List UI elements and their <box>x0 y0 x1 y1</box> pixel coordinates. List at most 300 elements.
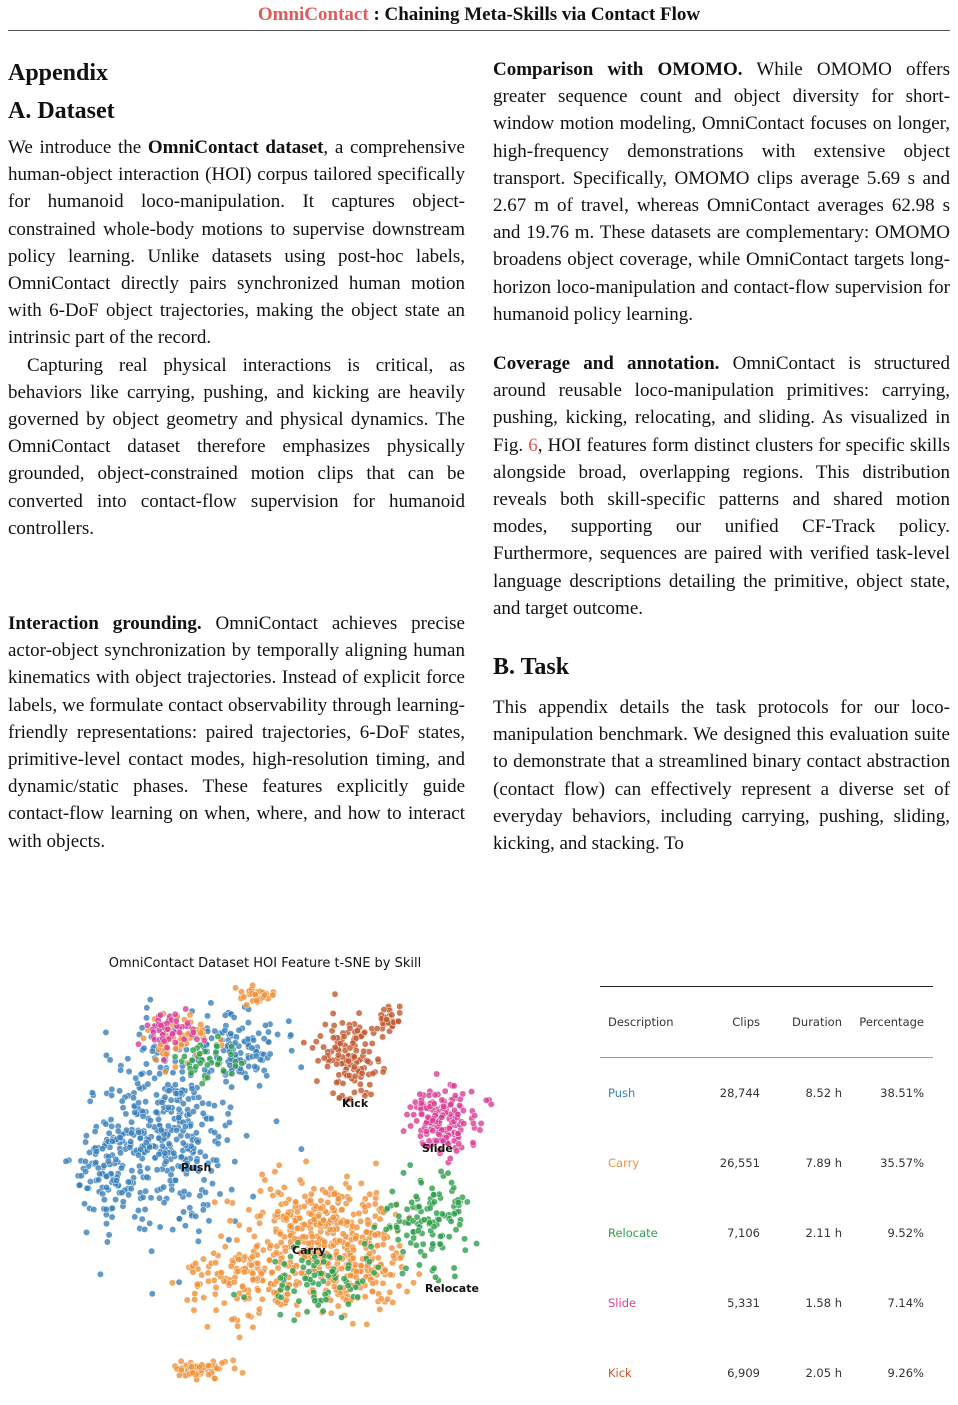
scatter-point-carry <box>277 1231 283 1237</box>
scatter-point-carry <box>377 1216 383 1222</box>
scatter-point-push <box>135 1100 141 1106</box>
scatter-point-push <box>132 1109 138 1115</box>
scatter-point-slide <box>447 1155 453 1161</box>
scatter-point-push <box>81 1201 87 1207</box>
scatter-point-push <box>256 1030 262 1036</box>
scatter-point-relocate <box>232 1063 238 1069</box>
scatter-point-push <box>159 1143 165 1149</box>
scatter-point-push <box>82 1158 88 1164</box>
scatter-point-relocate <box>429 1185 435 1191</box>
scatter-point-carry <box>266 1286 272 1292</box>
scatter-point-relocate <box>228 1051 234 1057</box>
scatter-point-push <box>169 1187 175 1193</box>
scatter-point-push <box>156 1071 162 1077</box>
figure-ref-link[interactable]: 6 <box>528 434 538 456</box>
scatter-point-carry <box>201 1294 207 1300</box>
scatter-point-carry <box>222 1244 228 1250</box>
scatter-point-push <box>264 1073 270 1079</box>
scatter-point-carry <box>270 992 276 998</box>
scatter-point-slide <box>190 1029 196 1035</box>
scatter-point-push <box>103 1121 109 1127</box>
scatter-point-push <box>208 1116 214 1122</box>
scatter-point-slide <box>436 1131 442 1137</box>
scatter-point-kick <box>359 1070 365 1076</box>
scatter-point-push <box>108 1116 114 1122</box>
scatter-point-relocate <box>400 1249 406 1255</box>
scatter-point-slide <box>158 1022 164 1028</box>
scatter-point-push <box>199 1100 205 1106</box>
scatter-point-carry <box>350 1255 356 1261</box>
scatter-point-relocate <box>355 1294 361 1300</box>
scatter-point-push <box>142 1226 148 1232</box>
scatter-point-push <box>189 1086 195 1092</box>
scatter-point-push <box>113 1156 119 1162</box>
scatter-point-relocate <box>431 1224 437 1230</box>
scatter-point-push <box>144 1005 150 1011</box>
scatter-point-push <box>118 1165 124 1171</box>
scatter-point-carry <box>246 1227 252 1233</box>
scatter-point-carry <box>365 1221 371 1227</box>
scatter-point-push <box>168 1097 174 1103</box>
scatter-point-slide <box>430 1128 436 1134</box>
scatter-point-push <box>149 1291 155 1297</box>
cluster-label: Carry <box>292 1244 326 1257</box>
scatter-point-carry <box>275 1189 281 1195</box>
scatter-point-relocate <box>320 1308 326 1314</box>
scatter-point-carry <box>373 1190 379 1196</box>
dataset-stats-table <box>600 986 933 1405</box>
dataset-paragraph-1 <box>8 134 465 352</box>
scatter-point-slide <box>164 1020 170 1026</box>
scatter-point-push <box>108 1092 114 1098</box>
scatter-point-push <box>229 1186 235 1192</box>
scatter-point-push <box>140 1194 146 1200</box>
scatter-point-carry <box>190 1269 196 1275</box>
scatter-point-kick <box>354 1027 360 1033</box>
scatter-point-carry <box>364 1321 370 1327</box>
scatter-point-carry <box>354 1224 360 1230</box>
scatter-point-kick <box>368 1091 374 1097</box>
scatter-point-push <box>156 1135 162 1141</box>
scatter-point-push <box>179 1069 185 1075</box>
scatter-point-relocate <box>272 1259 278 1265</box>
scatter-point-slide <box>161 1057 167 1063</box>
scatter-point-push <box>149 1048 155 1054</box>
scatter-point-relocate <box>228 1043 234 1049</box>
section-b-heading: B. Task <box>493 654 570 681</box>
scatter-point-push <box>137 1146 143 1152</box>
scatter-point-slide <box>441 1103 447 1109</box>
scatter-point-slide <box>426 1092 432 1098</box>
scatter-point-carry <box>213 1307 219 1313</box>
scatter-point-carry <box>300 1234 306 1240</box>
scatter-point-push <box>208 1000 214 1006</box>
scatter-point-push <box>193 1213 199 1219</box>
scatter-point-relocate <box>281 1261 287 1267</box>
scatter-point-carry <box>327 1226 333 1232</box>
scatter-point-carry <box>301 1203 307 1209</box>
cluster-label: Relocate <box>425 1282 479 1295</box>
interaction-grounding-paragraph <box>8 610 465 855</box>
scatter-point-push <box>155 1116 161 1122</box>
cell-percentage: 35.57% <box>880 1156 924 1170</box>
scatter-point-push <box>120 1105 126 1111</box>
scatter-point-relocate <box>284 1285 290 1291</box>
scatter-point-push <box>173 1127 179 1133</box>
scatter-point-kick <box>334 1061 340 1067</box>
scatter-point-push <box>197 1193 203 1199</box>
scatter-point-carry <box>293 1199 299 1205</box>
scatter-point-relocate <box>415 1228 421 1234</box>
scatter-point-push <box>83 1133 89 1139</box>
scatter-point-kick <box>383 1016 389 1022</box>
scatter-point-relocate <box>394 1224 400 1230</box>
scatter-point-push <box>200 1207 206 1213</box>
p1-pre: We introduce the <box>8 137 148 158</box>
scatter-point-kick <box>361 1048 367 1054</box>
scatter-point-push <box>106 1232 112 1238</box>
scatter-point-carry <box>248 1262 254 1268</box>
scatter-point-kick <box>317 1033 323 1039</box>
scatter-point-carry <box>269 1269 275 1275</box>
scatter-point-push <box>222 1027 228 1033</box>
scatter-point-carry <box>255 1287 261 1293</box>
scatter-point-slide <box>176 1029 182 1035</box>
scatter-point-kick <box>395 1018 401 1024</box>
col-header-percentage: Percentage <box>859 1015 924 1029</box>
scatter-point-carry <box>251 1233 257 1239</box>
scatter-point-slide <box>442 1088 448 1094</box>
scatter-point-push <box>87 1098 93 1104</box>
scatter-point-push <box>128 1119 134 1125</box>
scatter-point-push <box>104 1239 110 1245</box>
scatter-point-carry <box>311 1186 317 1192</box>
header-rule <box>8 30 950 31</box>
scatter-point-push <box>138 1071 144 1077</box>
scatter-point-push <box>146 1070 152 1076</box>
scatter-point-push <box>109 1214 115 1220</box>
scatter-point-carry <box>196 1364 202 1370</box>
scatter-point-relocate <box>410 1235 416 1241</box>
scatter-point-push <box>137 1168 143 1174</box>
scatter-point-relocate <box>190 1047 196 1053</box>
scatter-point-push <box>202 1153 208 1159</box>
scatter-point-relocate <box>215 1033 221 1039</box>
scatter-point-carry <box>372 1201 378 1207</box>
scatter-point-slide <box>432 1092 438 1098</box>
scatter-point-relocate <box>239 1060 245 1066</box>
scatter-point-kick <box>365 1058 371 1064</box>
scatter-point-push <box>202 1189 208 1195</box>
scatter-point-relocate <box>326 1253 332 1259</box>
scatter-point-relocate <box>329 1268 335 1274</box>
scatter-point-push <box>95 1177 101 1183</box>
scatter-point-carry <box>335 1303 341 1309</box>
scatter-point-carry <box>347 1272 353 1278</box>
scatter-point-carry <box>377 1306 383 1312</box>
scatter-point-carry <box>335 1196 341 1202</box>
scatter-point-push <box>245 1019 251 1025</box>
scatter-point-relocate <box>452 1273 458 1279</box>
scatter-point-push <box>172 1177 178 1183</box>
dataset-paragraph-2: Capturing real physical interactions is critical, as behaviors like carrying, pushing, and kicking are heavily governed by object geometry and physical dynamics. The OmniContact dataset therefore emphasizes physically grounded, object-constrained motion clips that can be converted into contact-flow supervision for humanoid controllers. <box>8 354 465 539</box>
scatter-point-push <box>141 1045 147 1051</box>
scatter-point-carry <box>205 1270 211 1276</box>
scatter-point-push <box>165 1123 171 1129</box>
scatter-point-carry <box>363 1229 369 1235</box>
scatter-point-carry <box>396 1283 402 1289</box>
scatter-point-push <box>215 1140 221 1146</box>
scatter-point-push <box>109 1205 115 1211</box>
scatter-point-carry <box>232 985 238 991</box>
scatter-point-carry <box>249 982 255 988</box>
scatter-point-carry <box>211 1277 217 1283</box>
scatter-point-kick <box>356 1010 362 1016</box>
scatter-point-carry <box>301 1221 307 1227</box>
scatter-point-push <box>228 1030 234 1036</box>
scatter-point-carry <box>235 1268 241 1274</box>
scatter-point-carry <box>255 1260 261 1266</box>
scatter-point-slide <box>478 1120 484 1126</box>
scatter-point-push <box>289 1048 295 1054</box>
scatter-point-relocate <box>214 1043 220 1049</box>
scatter-point-push <box>231 1014 237 1020</box>
scatter-point-carry <box>267 1186 273 1192</box>
scatter-point-push <box>147 1117 153 1123</box>
scatter-point-kick <box>351 1064 357 1070</box>
scatter-point-push <box>103 1173 109 1179</box>
scatter-point-push <box>213 1157 219 1163</box>
scatter-point-push <box>148 1195 154 1201</box>
scatter-point-slide <box>169 1031 175 1037</box>
scatter-point-carry <box>213 1284 219 1290</box>
scatter-point-relocate <box>277 1275 283 1281</box>
scatter-point-kick <box>330 1035 336 1041</box>
scatter-point-push <box>93 1159 99 1165</box>
scatter-point-push <box>170 1226 176 1232</box>
scatter-point-push <box>209 1180 215 1186</box>
scatter-point-kick <box>357 1081 363 1087</box>
scatter-point-push <box>87 1178 93 1184</box>
scatter-point-push <box>117 1134 123 1140</box>
scatter-point-carry <box>295 1225 301 1231</box>
scatter-point-slide <box>165 1026 171 1032</box>
scatter-point-push <box>193 1130 199 1136</box>
scatter-point-relocate <box>215 1061 221 1067</box>
scatter-point-push <box>135 1207 141 1213</box>
scatter-point-carry <box>346 1196 352 1202</box>
scatter-point-kick <box>375 1056 381 1062</box>
scatter-point-carry <box>378 1296 384 1302</box>
scatter-point-push <box>188 1143 194 1149</box>
scatter-point-push <box>119 1098 125 1104</box>
scatter-point-push <box>100 1191 106 1197</box>
scatter-point-push <box>162 1150 168 1156</box>
scatter-point-carry <box>356 1210 362 1216</box>
scatter-point-carry <box>329 1205 335 1211</box>
scatter-point-push <box>201 1177 207 1183</box>
scatter-point-carry <box>260 1247 266 1253</box>
scatter-point-relocate <box>305 1260 311 1266</box>
scatter-point-slide <box>471 1112 477 1118</box>
scatter-point-slide <box>135 1041 141 1047</box>
scatter-point-relocate <box>420 1241 426 1247</box>
scatter-point-push <box>127 1144 133 1150</box>
scatter-point-push <box>160 1184 166 1190</box>
scatter-point-push <box>63 1158 69 1164</box>
scatter-point-push <box>143 1015 149 1021</box>
scatter-point-relocate <box>241 1294 247 1300</box>
scatter-point-carry <box>229 1316 235 1322</box>
scatter-point-carry <box>298 1270 304 1276</box>
scatter-point-push <box>253 1053 259 1059</box>
scatter-point-slide <box>414 1118 420 1124</box>
header-subtitle: : Chaining Meta-Skills via Contact Flow <box>368 4 701 25</box>
scatter-point-carry <box>357 1218 363 1224</box>
scatter-point-slide <box>455 1130 461 1136</box>
scatter-point-push <box>120 1199 126 1205</box>
scatter-point-slide <box>431 1101 437 1107</box>
cell-clips: 6,909 <box>727 1366 760 1380</box>
scatter-point-carry <box>234 1323 240 1329</box>
scatter-point-push <box>190 1108 196 1114</box>
scatter-point-carry <box>275 1265 281 1271</box>
scatter-point-carry <box>187 1012 193 1018</box>
scatter-point-relocate <box>337 1284 343 1290</box>
scatter-point-carry <box>336 1237 342 1243</box>
scatter-point-slide <box>470 1120 476 1126</box>
scatter-point-push <box>212 1129 218 1135</box>
scatter-point-relocate <box>421 1217 427 1223</box>
scatter-point-kick <box>315 1058 321 1064</box>
scatter-point-carry <box>338 1265 344 1271</box>
scatter-point-push <box>109 1138 115 1144</box>
scatter-point-carry <box>297 1215 303 1221</box>
scatter-point-kick <box>320 1044 326 1050</box>
scatter-point-carry <box>191 1307 197 1313</box>
scatter-point-push <box>119 1190 125 1196</box>
cell-percentage: 9.52% <box>887 1226 924 1240</box>
scatter-point-push <box>256 1083 262 1089</box>
scatter-point-relocate <box>323 1297 329 1303</box>
scatter-point-carry <box>231 1365 237 1371</box>
scatter-point-relocate <box>396 1213 402 1219</box>
scatter-point-relocate <box>413 1242 419 1248</box>
tsne-figure <box>30 950 500 1405</box>
scatter-point-relocate <box>389 1188 395 1194</box>
scatter-point-kick <box>347 1045 353 1051</box>
scatter-point-carry <box>256 1220 262 1226</box>
scatter-point-relocate <box>446 1234 452 1240</box>
scatter-point-carry <box>244 1002 250 1008</box>
scatter-point-push <box>91 1206 97 1212</box>
scatter-point-kick <box>389 1012 395 1018</box>
col-header-duration: Duration <box>792 1015 842 1029</box>
scatter-point-carry <box>211 1375 217 1381</box>
scatter-point-carry <box>172 1045 178 1051</box>
omomo-paragraph <box>493 56 950 328</box>
scatter-point-carry <box>362 1294 368 1300</box>
scatter-point-push <box>135 1129 141 1135</box>
scatter-point-push <box>206 1218 212 1224</box>
scatter-point-push <box>112 1196 118 1202</box>
p1-bold: OmniContact dataset <box>147 137 324 158</box>
scatter-point-push <box>147 1220 153 1226</box>
cluster-label: Kick <box>342 1097 369 1110</box>
scatter-point-carry <box>140 1035 146 1041</box>
scatter-point-push <box>125 1056 131 1062</box>
scatter-point-push <box>274 1031 280 1037</box>
cell-duration: 7.89 h <box>805 1156 842 1170</box>
scatter-point-relocate <box>359 1278 365 1284</box>
scatter-point-relocate <box>231 1291 237 1297</box>
scatter-point-carry <box>227 1218 233 1224</box>
scatter-point-carry <box>276 1162 282 1168</box>
scatter-point-carry <box>224 1198 230 1204</box>
scatter-point-push <box>249 1045 255 1051</box>
scatter-point-relocate <box>414 1214 420 1220</box>
scatter-point-slide <box>483 1097 489 1103</box>
scatter-point-carry <box>416 1271 422 1277</box>
scatter-point-kick <box>330 1090 336 1096</box>
scatter-point-relocate <box>400 1170 406 1176</box>
cell-description: Carry <box>608 1156 640 1170</box>
scatter-point-slide <box>439 1114 445 1120</box>
p1-post: , a comprehensive human-object interaction (HOI) corpus tailored specifically for humanoid loco-manipulation. It captures object-constrained whole-body motions to supervise downstream policy learning. Unlike datasets using post-hoc labels, OmniContact directly pairs synchronized human motion with 6-DoF object trajectories, making the object state an intrinsic part of the record. <box>8 137 465 349</box>
scatter-point-relocate <box>418 1180 424 1186</box>
scatter-point-relocate <box>172 1054 178 1060</box>
scatter-point-relocate <box>404 1206 410 1212</box>
scatter-point-slide <box>164 1044 170 1050</box>
scatter-point-push <box>125 1179 131 1185</box>
scatter-point-kick <box>333 1079 339 1085</box>
task-paragraph: This appendix details the task protocols for our loco-manipulation benchmark. We designed this evaluation suite to demonstrate that a streamlined binary contact abstraction (contact flow) can effectively represent a diverse set of everyday behaviors, including carrying, pushing, sliding, kicking, and stacking. To <box>493 697 950 855</box>
scatter-point-relocate <box>393 1202 399 1208</box>
scatter-point-kick <box>358 1087 364 1093</box>
scatter-point-kick <box>374 1025 380 1031</box>
scatter-point-carry <box>198 1021 204 1027</box>
scatter-point-carry <box>259 1171 265 1177</box>
scatter-point-carry <box>369 1288 375 1294</box>
table-row <box>600 1338 933 1405</box>
scatter-point-relocate <box>430 1241 436 1247</box>
scatter-point-carry <box>172 1064 178 1070</box>
scatter-point-push <box>116 1088 122 1094</box>
scatter-point-slide <box>461 1120 467 1126</box>
scatter-point-kick <box>335 1052 341 1058</box>
scatter-point-relocate <box>384 1205 390 1211</box>
scatter-point-relocate <box>361 1241 367 1247</box>
scatter-point-carry <box>205 1362 211 1368</box>
scatter-point-relocate <box>448 1179 454 1185</box>
scatter-point-push <box>115 1128 121 1134</box>
scatter-point-carry <box>287 1223 293 1229</box>
scatter-point-kick <box>362 1029 368 1035</box>
scatter-point-push <box>128 1186 134 1192</box>
scatter-point-push <box>246 1063 252 1069</box>
cell-percentage: 38.51% <box>880 1086 924 1100</box>
scatter-point-carry <box>374 1243 380 1249</box>
scatter-point-carry <box>350 1321 356 1327</box>
scatter-point-slide <box>446 1125 452 1131</box>
scatter-point-push <box>265 1029 271 1035</box>
scatter-point-relocate <box>345 1301 351 1307</box>
omomo-text: While OMOMO offers greater sequence count and object diversity for short-window motion modeling, OmniContact focuses on longer, high-frequency demonstrations with extensive object transport. Specifically, OMOMO clips average 5.69 s and 2.67 m of travel, whereas OmniContact averages 62.98 s and 19.76 m. These datasets are complementary: OMOMO broadens object coverage, while OmniContact targets long-horizon loco-manipulation and contact-flow supervision for humanoid policy learning. <box>493 59 950 325</box>
scatter-point-relocate <box>181 1053 187 1059</box>
scatter-points <box>63 982 495 1383</box>
scatter-point-push <box>261 1035 267 1041</box>
scatter-point-kick <box>370 1070 376 1076</box>
